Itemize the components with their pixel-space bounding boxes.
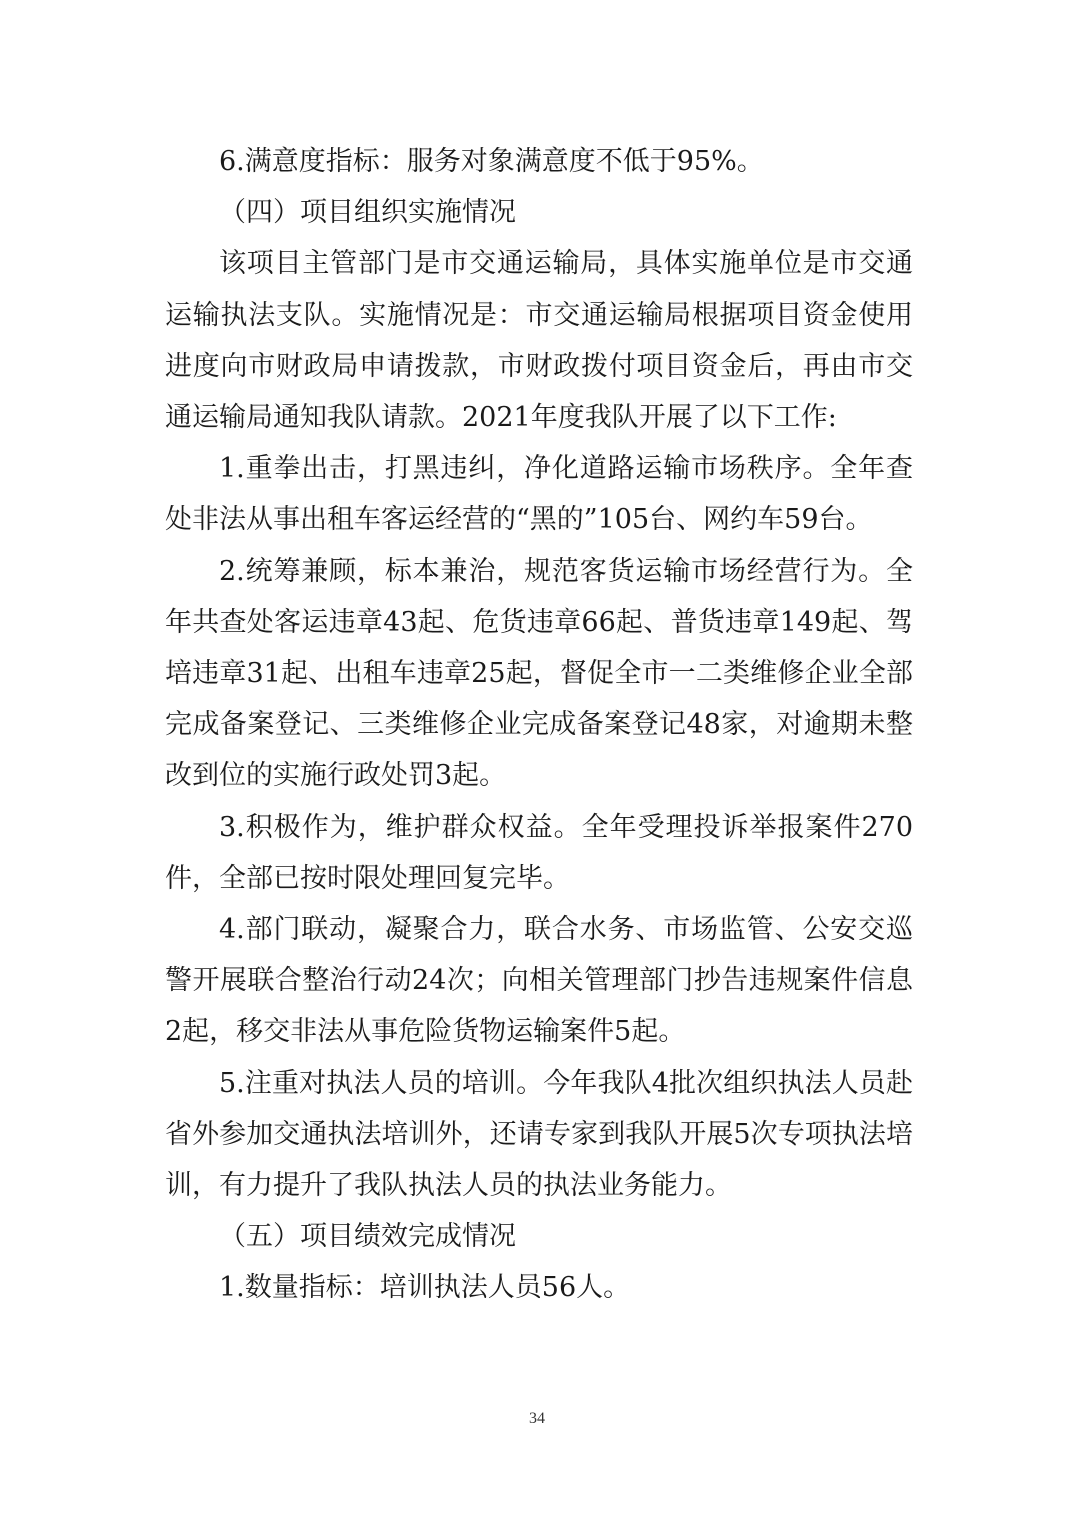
paragraph-implementation-overview: 该项目主管部门是市交通运输局，具体实施单位是市交通运输执法支队。实施情况是：市交通运输局根据项目资金使用进度向市财政局申请拨款，市财政拨付项目资金后，再由市交通运输局通知我队请款。2021年度我队开展了以下工作: — [165, 248, 913, 434]
section-heading-implementation: （四）项目组织实施情况 — [219, 197, 516, 229]
page-number: 34 — [529, 1410, 545, 1427]
paragraph-item-2: 2.统筹兼顾，标本兼治，规范客货运输市场经营行为。全年共查处客运违章43起、危货违章66起、普货违章149起、驾培违章31起、出租车违章25起，督促全市一二类维修企业全部完成备案登记、三类维修企业完成备案登记48家，对逾期未整改到位的实施行政处罚3起。 — [165, 555, 913, 792]
body-text — [165, 136, 913, 1314]
paragraph-item-3: 3.积极作为，维护群众权益。全年受理投诉举报案件270件，全部已按时限处理回复完毕。 — [165, 811, 913, 894]
section-heading-performance: （五）项目绩效完成情况 — [219, 1221, 516, 1253]
paragraph-item-1: 1.重拳出击，打黑违纠，净化道路运输市场秩序。全年查处非法从事出租车客运经营的“黑的”105台、网约车59台。 — [165, 453, 913, 536]
paragraph-item-4: 4.部门联动，凝聚合力，联合水务、市场监管、公安交巡警开展联合整治行动24次；向相关管理部门抄告违规案件信息2起，移交非法从事危险货物运输案件5起。 — [165, 914, 913, 1048]
paragraph-satisfaction-indicator: 6.满意度指标：服务对象满意度不低于95%。 — [219, 146, 764, 177]
paragraph-item-5: 5.注重对执法人员的培训。今年我队4批次组织执法人员赴省外参加交通执法培训外，还请专家到我队开展5次专项执法培训，有力提升了我队执法人员的执法业务能力。 — [165, 1067, 913, 1202]
paragraph-quantity-indicator: 1.数量指标：培训执法人员56人。 — [219, 1272, 631, 1304]
